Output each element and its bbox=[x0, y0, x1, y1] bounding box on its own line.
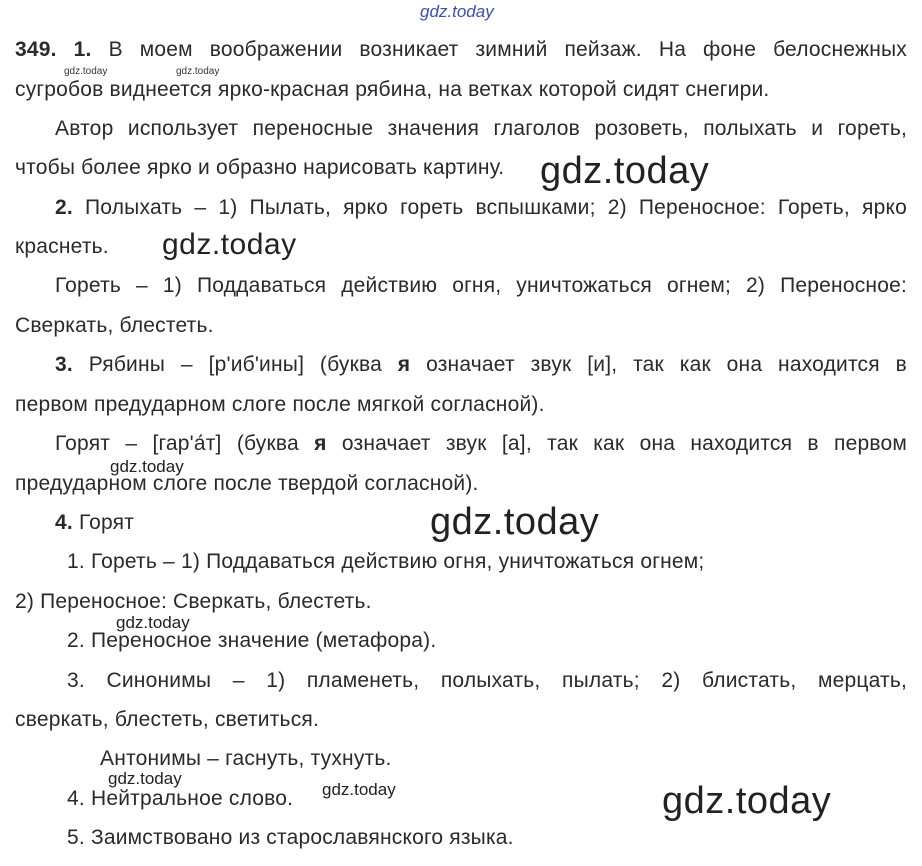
line-text: Горят – [гар'а́т] (буква bbox=[55, 432, 315, 455]
watermark-medium: gdz.today bbox=[116, 613, 190, 632]
watermark-large: gdz.today bbox=[430, 501, 600, 543]
item-number: 1. bbox=[73, 38, 92, 61]
watermark-top: gdz.today bbox=[420, 2, 494, 21]
text-line bbox=[55, 510, 134, 536]
watermark-medium: gdz.today bbox=[108, 769, 182, 788]
text-line: предударном слоге после твердой согласной). bbox=[15, 472, 479, 495]
text-line bbox=[55, 431, 907, 457]
watermark-large: gdz.today bbox=[540, 150, 710, 192]
watermark-large: gdz.today bbox=[162, 228, 297, 261]
text-line: сверкать, блестеть, светиться. bbox=[15, 708, 319, 731]
bold-letter: я bbox=[314, 432, 327, 455]
text-line: Антонимы – гаснуть, тухнуть. bbox=[100, 747, 392, 770]
text-line: 3. Синонимы – 1) пламенеть, полыхать, пылать; 2) блистать, мерцать, bbox=[67, 669, 907, 692]
bold-letter: я bbox=[397, 353, 411, 376]
text-line: Гореть – 1) Поддаваться действию огня, уничтожаться огнем; 2) Переносное: bbox=[55, 274, 907, 297]
text-line: Сверкать, блестеть. bbox=[15, 314, 214, 337]
watermark-large: gdz.today bbox=[662, 780, 832, 822]
item-number: 4. bbox=[55, 511, 73, 534]
watermark-medium: gdz.today bbox=[322, 780, 396, 799]
text-line bbox=[15, 37, 907, 63]
text-line: первом предударном слоге после мягкой согласной). bbox=[15, 393, 545, 416]
text-line: чтобы более ярко и образно нарисовать картину. bbox=[15, 156, 505, 179]
watermark-small: gdz.today bbox=[176, 66, 220, 77]
watermark-small: gdz.today bbox=[64, 66, 108, 77]
text-line bbox=[55, 352, 907, 378]
text-line: сугробов виднеется ярко-красная рябина, на ветках которой сидят снегири. bbox=[15, 78, 770, 101]
text-line bbox=[55, 195, 907, 221]
text-line: Автор использует переносные значения глаголов розоветь, полыхать и гореть, bbox=[55, 117, 907, 140]
line-text: В моем воображении возникает зимний пейзаж. На фоне белоснежных bbox=[91, 38, 907, 61]
line-text: Рябины – [р'иб'ины] (буква bbox=[72, 353, 398, 376]
line-text: Полыхать – 1) Пылать, ярко гореть вспышками; 2) Переносное: Гореть, ярко bbox=[72, 196, 907, 219]
line-text: означает звук [а], так как она находится в первом bbox=[326, 432, 907, 455]
text-line: краснеть. bbox=[15, 235, 109, 258]
text-line: 5. Заимствовано из старославянского языка. bbox=[67, 826, 514, 849]
line-text: означает звук [и], так как она находится в bbox=[410, 353, 907, 376]
item-number: 3. bbox=[55, 353, 73, 376]
text-line: 2. Переносное значение (метафора). bbox=[67, 629, 437, 652]
line-text: Горят bbox=[72, 511, 135, 534]
watermark-medium: gdz.today bbox=[110, 457, 184, 476]
text-line: 4. Нейтральное слово. bbox=[67, 787, 294, 810]
text-line: 1. Гореть – 1) Поддаваться действию огня, уничтожаться огнем; bbox=[67, 550, 705, 573]
item-number: 2. bbox=[55, 196, 73, 219]
text-line: 2) Переносное: Сверкать, блестеть. bbox=[15, 590, 372, 613]
exercise-number: 349. bbox=[15, 38, 57, 61]
